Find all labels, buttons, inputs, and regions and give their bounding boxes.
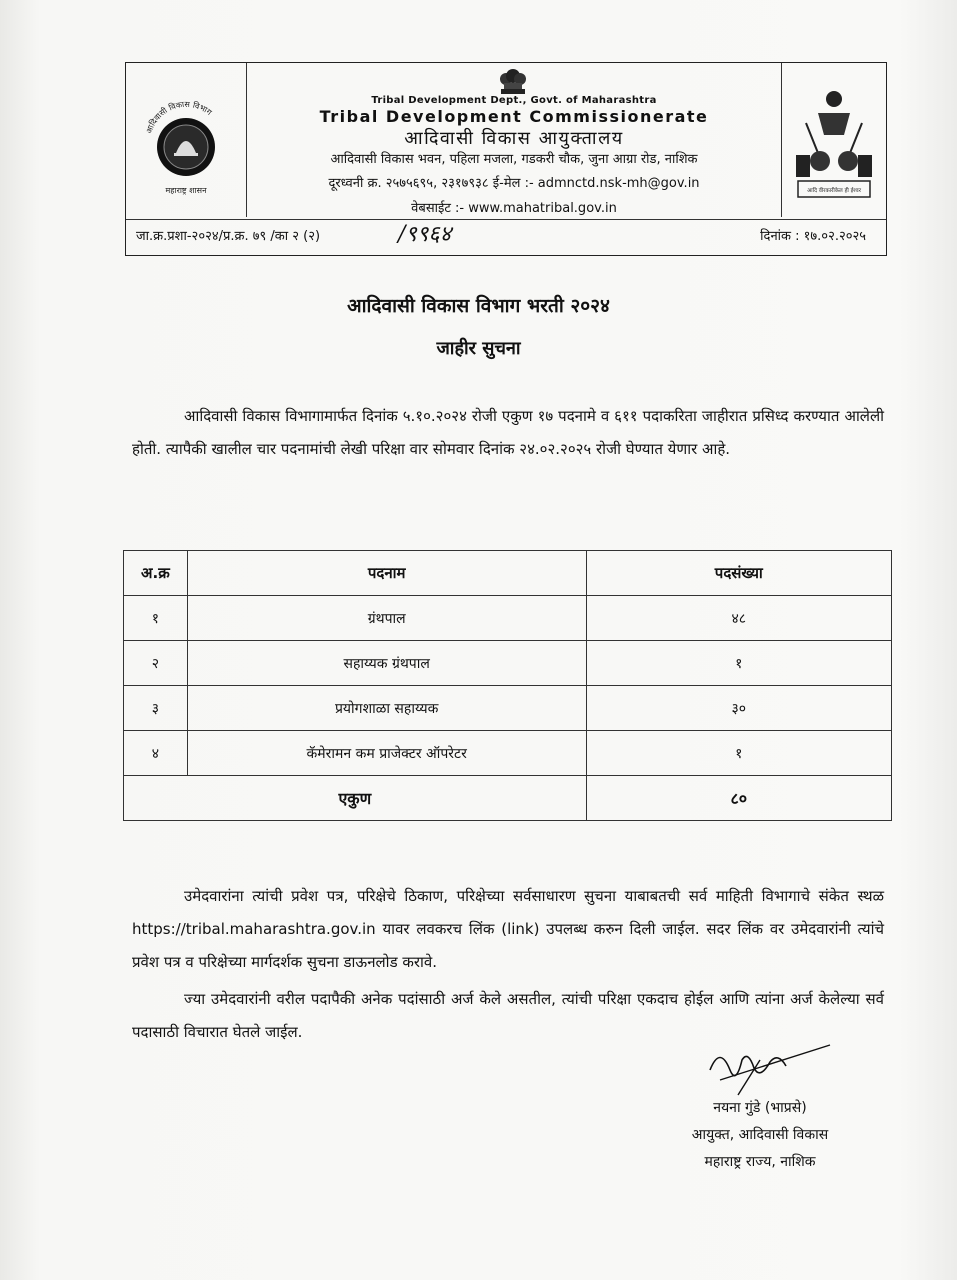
signatory-name: नयना गुंडे (भाप्रसे) <box>713 1100 807 1116</box>
signatory-location: महाराष्ट्र राज्य, नाशिक <box>704 1154 816 1170</box>
header-serial: अ.क्र <box>124 551 188 596</box>
multiple-posts-paragraph: ज्या उमेदवारांनी वरील पदापैकी अनेक पदांसाठी अर्ज केले असतील, त्यांची परिक्षा एकदाच होईल आणि त्यांना अर्ज केलेल्या सर्व पदासाठी विचारात घेतले जाईल. <box>132 990 884 1041</box>
header-post-count: पदसंख्या <box>586 551 891 596</box>
post-name-cell: कॅमेरामन कम प्राजेक्टर ऑपरेटर <box>187 731 586 776</box>
table-row <box>124 596 892 641</box>
post-name-cell: सहाय्यक ग्रंथपाल <box>187 641 586 686</box>
department-name: Tribal Development Dept., Govt. of Maharashtra <box>371 95 657 106</box>
table-row <box>124 731 892 776</box>
header-post-name: पदनाम <box>187 551 586 596</box>
tribal-department-logo <box>136 81 236 211</box>
divider <box>781 63 782 217</box>
national-emblem-icon <box>496 65 530 97</box>
svg-text:आदिवासी विकास विभाग: आदिवासी विकास विभाग <box>144 99 214 135</box>
website: वेबसाईट :- www.mahatribal.gov.in <box>411 201 617 216</box>
admit-card-paragraph: उमेदवारांना त्यांची प्रवेश पत्र, परिक्षेचे ठिकाण, परिक्षेच्या सर्वसाधारण सुचना याबाबतची सर्व माहिती विभागाचे संकेत स्थळ https://tribal.maharashtra.gov.in यावर लवकरच लिंक (link) उपलब्ध करुन दिली जाईल. सदर लिंक वर उमेदवारांनी त्यांचे प्रवेश पत्र व परिक्षेच्या मार्गदर्शक सुचना डाऊनलोड करावे. <box>132 887 884 971</box>
post-count-cell: ४८ <box>586 596 891 641</box>
letterhead <box>125 62 887 256</box>
office-address: आदिवासी विकास भवन, पहिला मजला, गडकरी चौक, जुना आग्रा रोड, नाशिक <box>330 152 698 167</box>
post-name-cell: प्रयोगशाळा सहाय्यक <box>187 686 586 731</box>
commissionerate-name-marathi: आदिवासी विकास आयुक्तालय <box>404 128 624 149</box>
serial-cell: १ <box>124 596 188 641</box>
signature-block <box>640 1095 880 1176</box>
table-row <box>124 641 892 686</box>
divider <box>126 219 886 220</box>
serial-cell: २ <box>124 641 188 686</box>
table-total-row <box>124 776 892 821</box>
reference-number: जा.क्र.प्रशा-२०२४/प्र.क्र. ७९ /का २ (२) <box>136 229 321 244</box>
contact-phone-email: दूरध्वनी क्र. २५७५६९५, २३१७९३८ ई-मेल :- admnctd.nsk-mh@gov.in <box>328 176 700 191</box>
page-subtitle: जाहीर सुचना <box>436 338 521 359</box>
svg-text:आदि वीरकारीकेल ही ईश्वर: आदि वीरकारीकेल ही ईश्वर <box>807 188 861 194</box>
divider <box>246 63 247 217</box>
reference-date: दिनांक : १७.०२.२०२५ <box>760 229 866 244</box>
table-row <box>124 686 892 731</box>
serial-cell: ४ <box>124 731 188 776</box>
post-count-cell: ३० <box>586 686 891 731</box>
post-name-cell: ग्रंथपाल <box>187 596 586 641</box>
page-title: आदिवासी विकास विभाग भरती २०२४ <box>347 295 610 317</box>
total-label: एकुण <box>124 776 587 821</box>
serial-cell: ३ <box>124 686 188 731</box>
signatory-designation: आयुक्त, आदिवासी विकास <box>691 1127 829 1143</box>
intro-paragraph: आदिवासी विकास विभागामार्फत दिनांक ५.१०.२०२४ रोजी एकुण १७ पदनामे व ६११ पदाकरिता जाहीरात प्रसिध्द करण्यात आलेली होती. त्यापैकी खालील चार पदनामांची लेखी परिक्षा वार सोमवार दिनांक २४.०२.२०२५ रोजी घेण्यात येणार आहे. <box>132 407 884 458</box>
tribal-emblem-logo <box>788 83 880 203</box>
commissionerate-name: Tribal Development Commissionerate <box>319 107 709 126</box>
handwritten-inward-number: /९९६४ <box>398 222 452 247</box>
table-header-row <box>124 551 892 596</box>
total-value: ८० <box>586 776 891 821</box>
post-count-cell: १ <box>586 641 891 686</box>
post-count-cell: १ <box>586 731 891 776</box>
posts-table <box>123 550 892 821</box>
svg-text:महाराष्ट्र शासन: महाराष्ट्र शासन <box>165 186 207 195</box>
